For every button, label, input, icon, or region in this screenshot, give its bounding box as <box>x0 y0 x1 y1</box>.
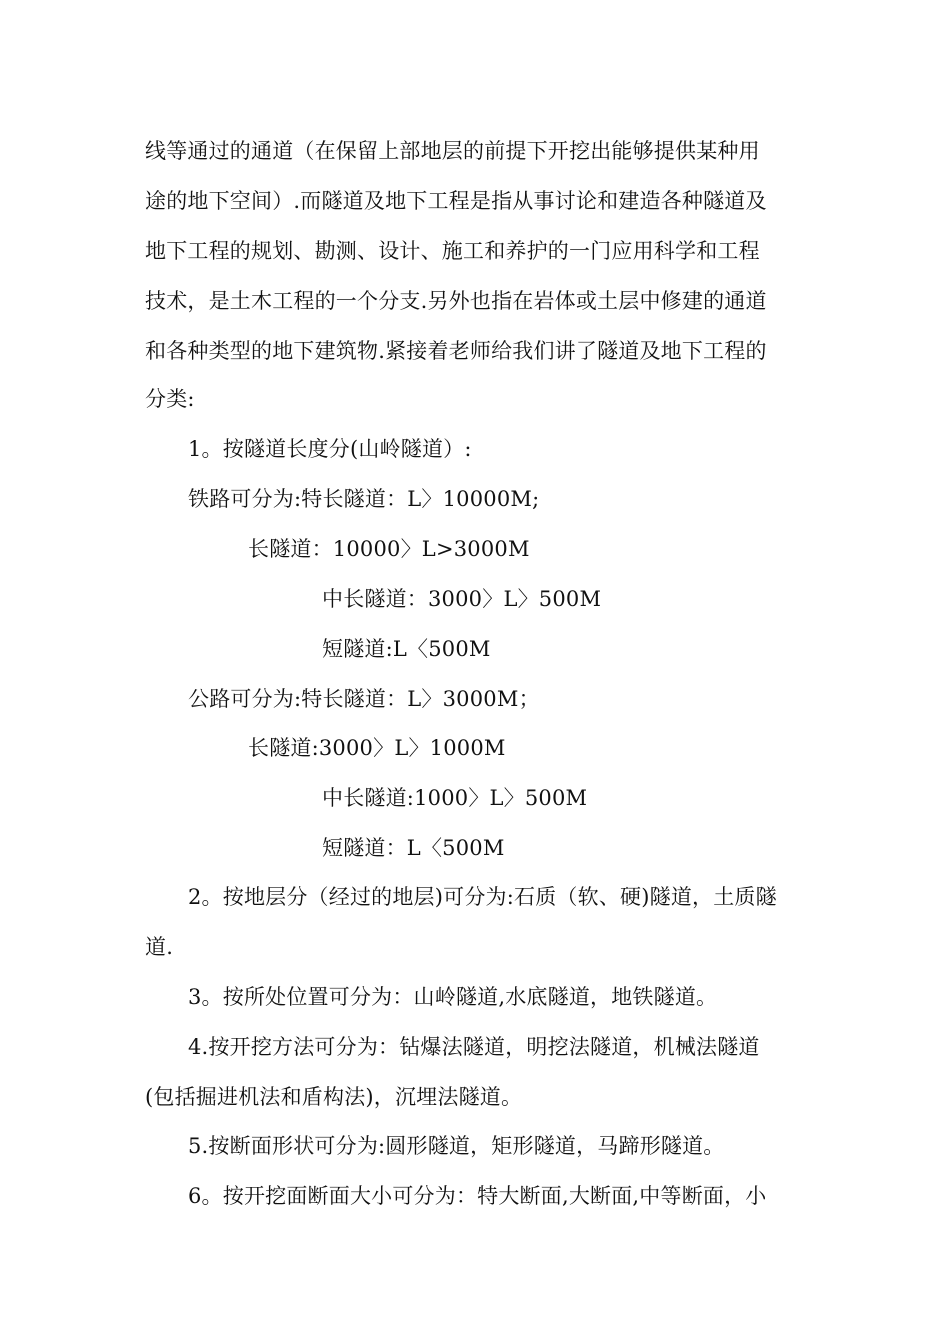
list-item: 4.按开挖方法可分为：钻爆法隧道，明挖法隧道，机械法隧道 <box>188 1035 760 1059</box>
paragraph-line: 道. <box>145 935 174 959</box>
list-item: 2。按地层分（经过的地层)可分为:石质（软、硬)隧道，土质隧 <box>188 885 777 909</box>
list-item: 3。按所处位置可分为：山岭隧道,水底隧道，地铁隧道。 <box>188 985 718 1009</box>
list-item-heading: 1。按隧道长度分(山岭隧道）: <box>188 437 472 461</box>
list-item: 5.按断面形状可分为:圆形隧道，矩形隧道，马蹄形隧道。 <box>188 1134 725 1158</box>
list-subitem: 铁路可分为:特长隧道：L〉10000M; <box>188 487 540 511</box>
paragraph-line: 分类: <box>145 387 195 411</box>
paragraph-line: 途的地下空间）.而隧道及地下工程是指从事讨论和建造各种隧道及 <box>145 189 767 213</box>
list-subitem: 中长隧道:1000〉L〉500M <box>322 786 588 810</box>
paragraph-line: 地下工程的规划、勘测、设计、施工和养护的一门应用科学和工程 <box>145 239 760 263</box>
list-subitem: 短隧道：L〈500M <box>322 836 505 860</box>
paragraph-line: 和各种类型的地下建筑物.紧接着老师给我们讲了隧道及地下工程的 <box>145 339 767 363</box>
list-subitem: 长隧道:3000〉L〉1000M <box>248 736 506 760</box>
list-subitem: 中长隧道：3000〉L〉500M <box>322 587 602 611</box>
list-item: 6。按开挖面断面大小可分为：特大断面,大断面,中等断面，小 <box>188 1184 767 1208</box>
paragraph-line: 技术，是土木工程的一个分支.另外也指在岩体或土层中修建的通道 <box>145 289 767 313</box>
paragraph-line: (包括掘进机法和盾构法)，沉埋法隧道。 <box>145 1085 523 1109</box>
paragraph-line: 线等通过的通道（在保留上部地层的前提下开挖出能够提供某种用 <box>145 139 760 163</box>
list-subitem: 长隧道：10000〉L>3000M <box>248 537 530 561</box>
list-subitem: 短隧道:L〈500M <box>322 637 491 661</box>
list-subitem: 公路可分为:特长隧道：L〉3000M； <box>188 687 540 711</box>
